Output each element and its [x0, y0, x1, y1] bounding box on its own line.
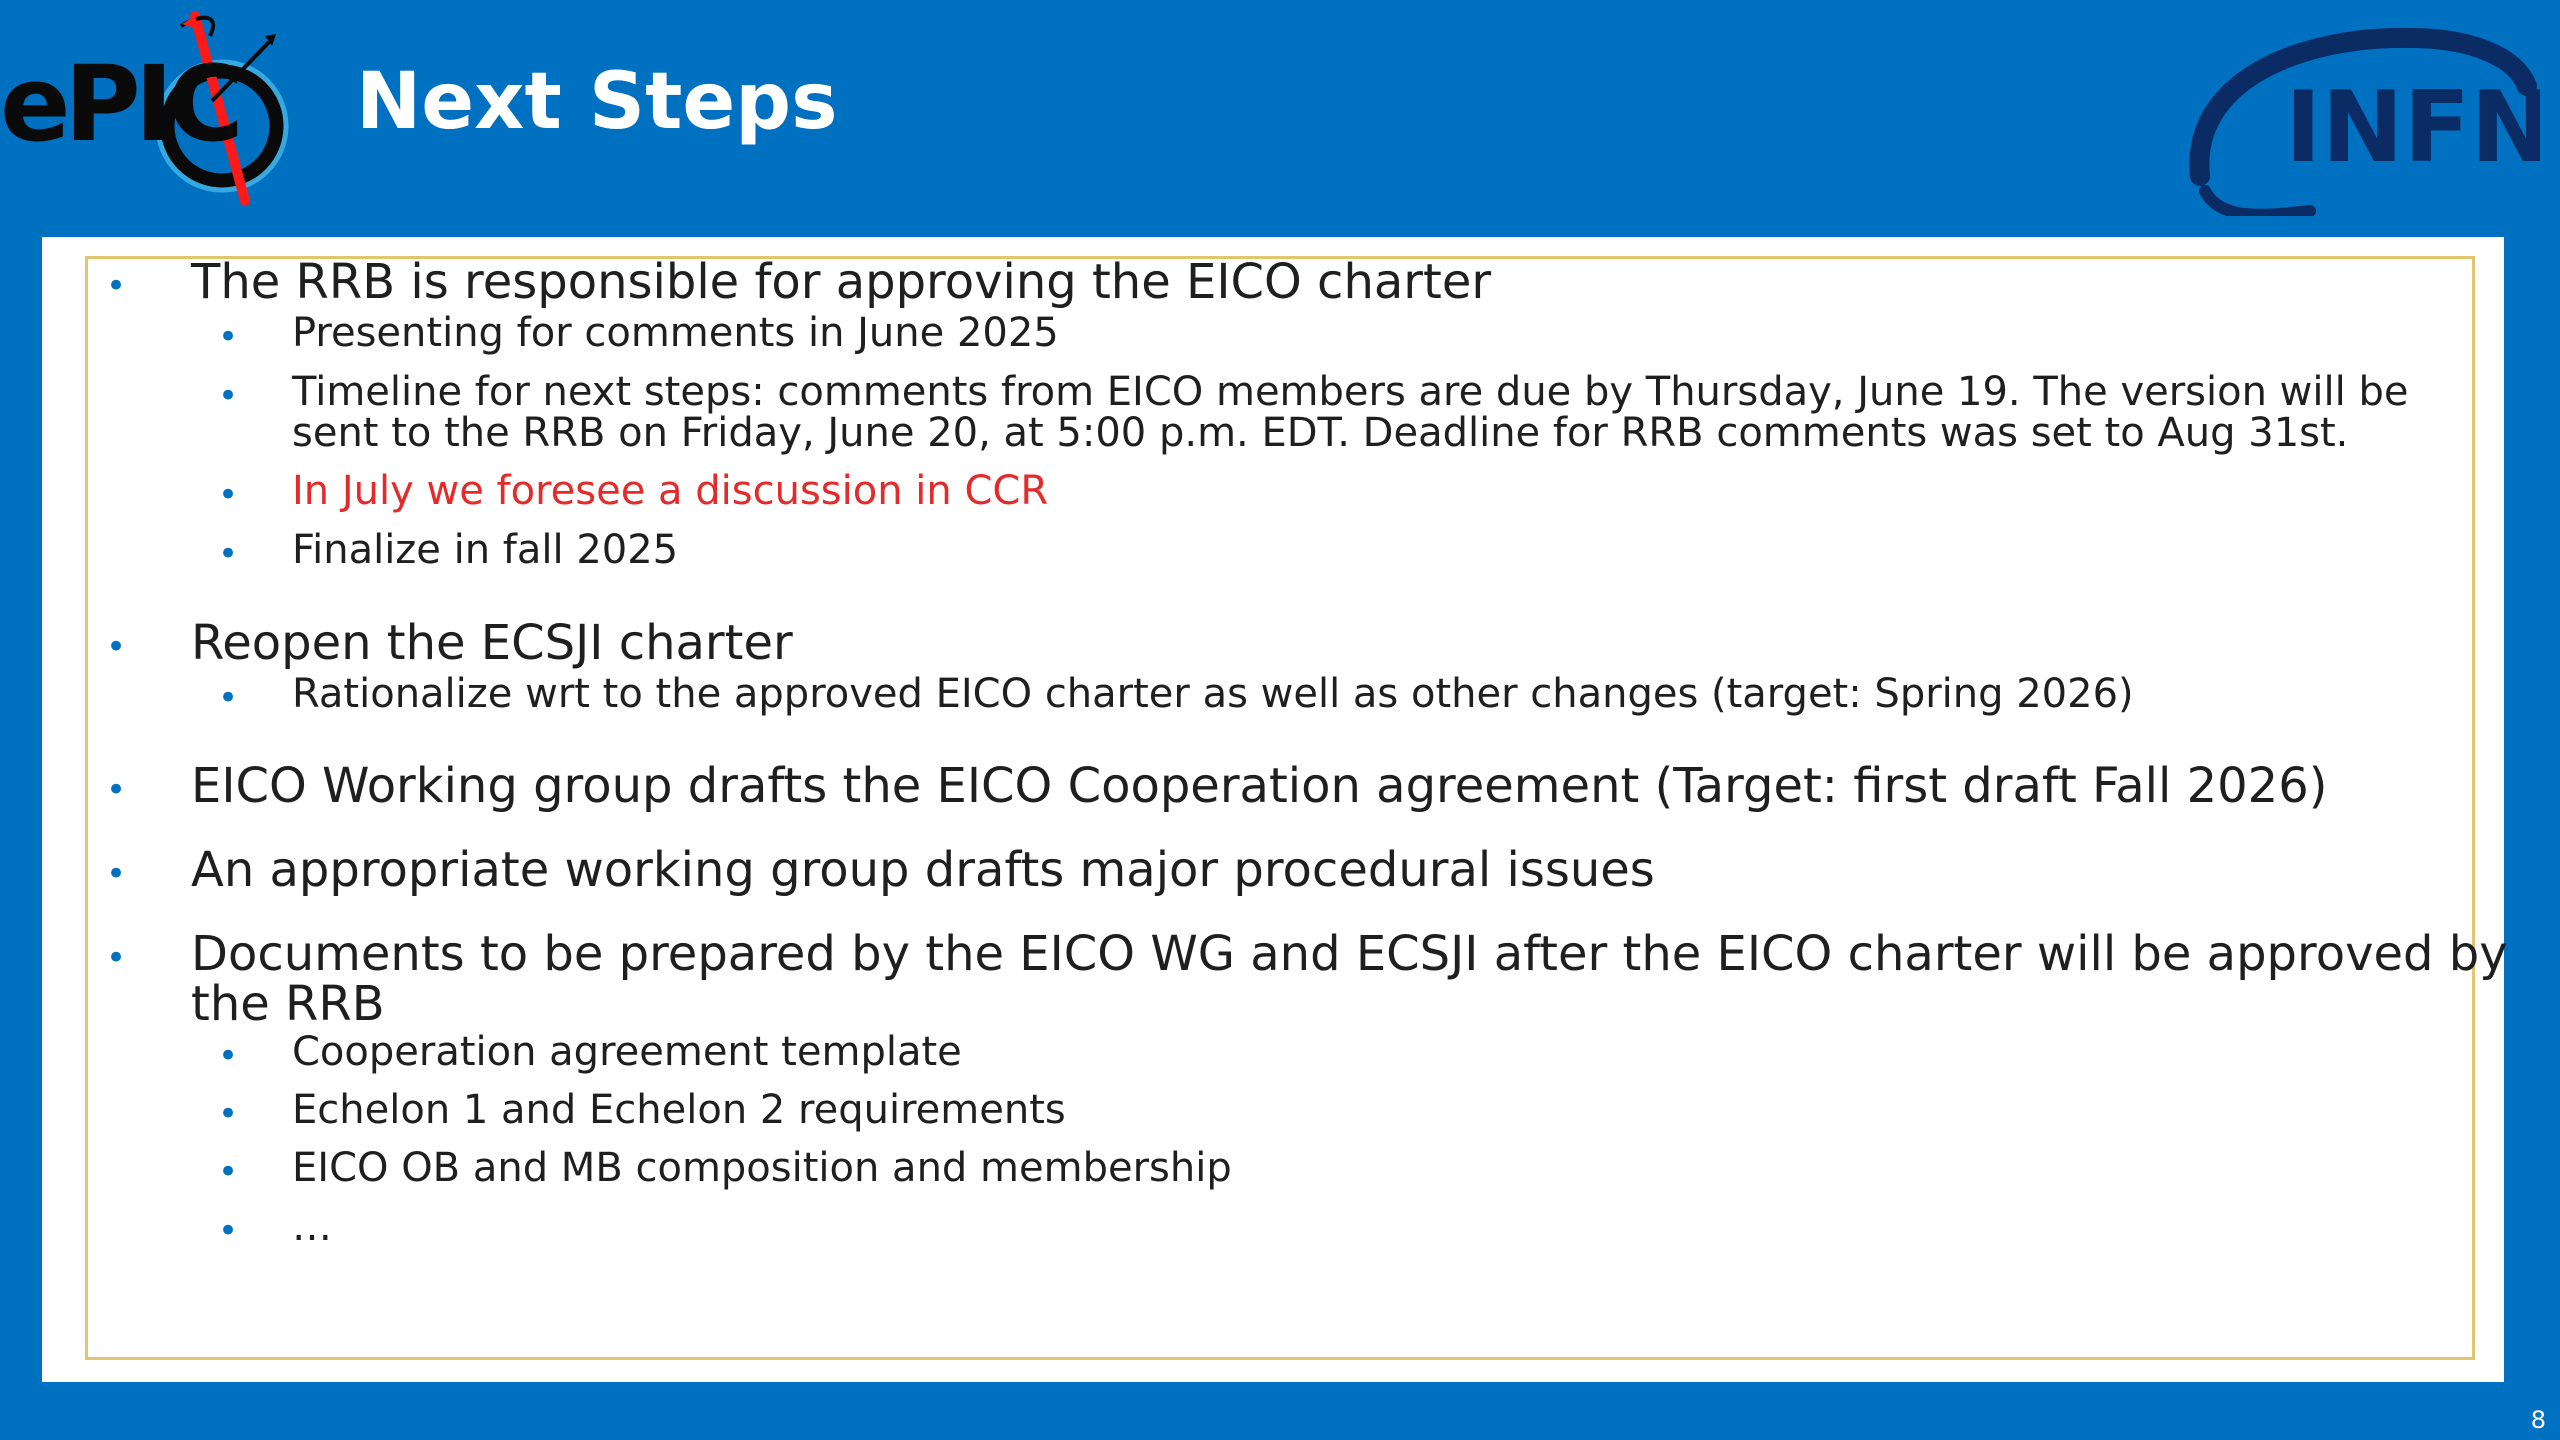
bullet-icon: • [106, 854, 127, 894]
sub-list-item-text: Presenting for comments in June 2025 [292, 310, 1059, 356]
bullet-icon: • [218, 475, 239, 515]
infn-logo-graphic [2170, 16, 2540, 216]
sub-list-item-text: Echelon 1 and Echelon 2 requirements [292, 1087, 1066, 1133]
sub-list-item-text: sent to the RRB on Friday, June 20, at 5:00 p.m. EDT. Deadline for RRB comments was set to Aug 31st. [292, 410, 2349, 456]
list-item-text: An appropriate working group drafts major procedural issues [191, 842, 1655, 898]
list-item-text: Documents to be prepared by the EICO WG and ECSJI after the EICO charter will be approved by [191, 926, 2508, 982]
slide-title: Next Steps [356, 57, 838, 147]
bullet-icon: • [218, 317, 239, 357]
bullet-icon: • [218, 678, 239, 718]
sub-list-item-text: Cooperation agreement template [292, 1029, 962, 1075]
content-panel [42, 237, 2508, 1382]
sub-list-item-text: Finalize in fall 2025 [292, 527, 679, 573]
bullet-icon: • [218, 1211, 239, 1251]
list-item-text: EICO Working group drafts the EICO Cooperation agreement (Target: first draft Fall 2026) [191, 758, 2328, 814]
list-item-text: The RRB is responsible for approving the EICO charter [191, 254, 1492, 310]
sub-list-item-text: Timeline for next steps: comments from EICO members are due by Thursday, June 19. The version will be [292, 369, 2409, 415]
bullet-icon: • [218, 376, 239, 416]
epic-logo-text: ePIC [0, 43, 238, 165]
infn-logo-text: INFN [2285, 71, 2540, 185]
list-item-text: the RRB [191, 976, 385, 1032]
bullet-icon: • [106, 938, 127, 978]
sub-list-item-text: In July we foresee a discussion in CCR [292, 468, 1049, 514]
epic-logo [0, 6, 290, 211]
bullet-icon: • [218, 1036, 239, 1076]
bullet-icon: • [218, 1152, 239, 1192]
slide-number: 8 [2530, 1406, 2546, 1434]
bullet-icon: • [106, 627, 127, 667]
sub-list-item-text: EICO OB and MB composition and membership [292, 1145, 1232, 1191]
infn-logo [2170, 16, 2540, 216]
bullet-icon: • [106, 266, 127, 306]
sub-list-item-text: … [292, 1204, 332, 1250]
list-item-text: Reopen the ECSJI charter [191, 615, 793, 671]
bullet-icon: • [218, 534, 239, 574]
bullet-icon: • [106, 770, 127, 810]
bullet-icon: • [218, 1094, 239, 1134]
sub-list-item-text: Rationalize wrt to the approved EICO charter as well as other changes (target: Spring 2026) [292, 671, 2134, 717]
